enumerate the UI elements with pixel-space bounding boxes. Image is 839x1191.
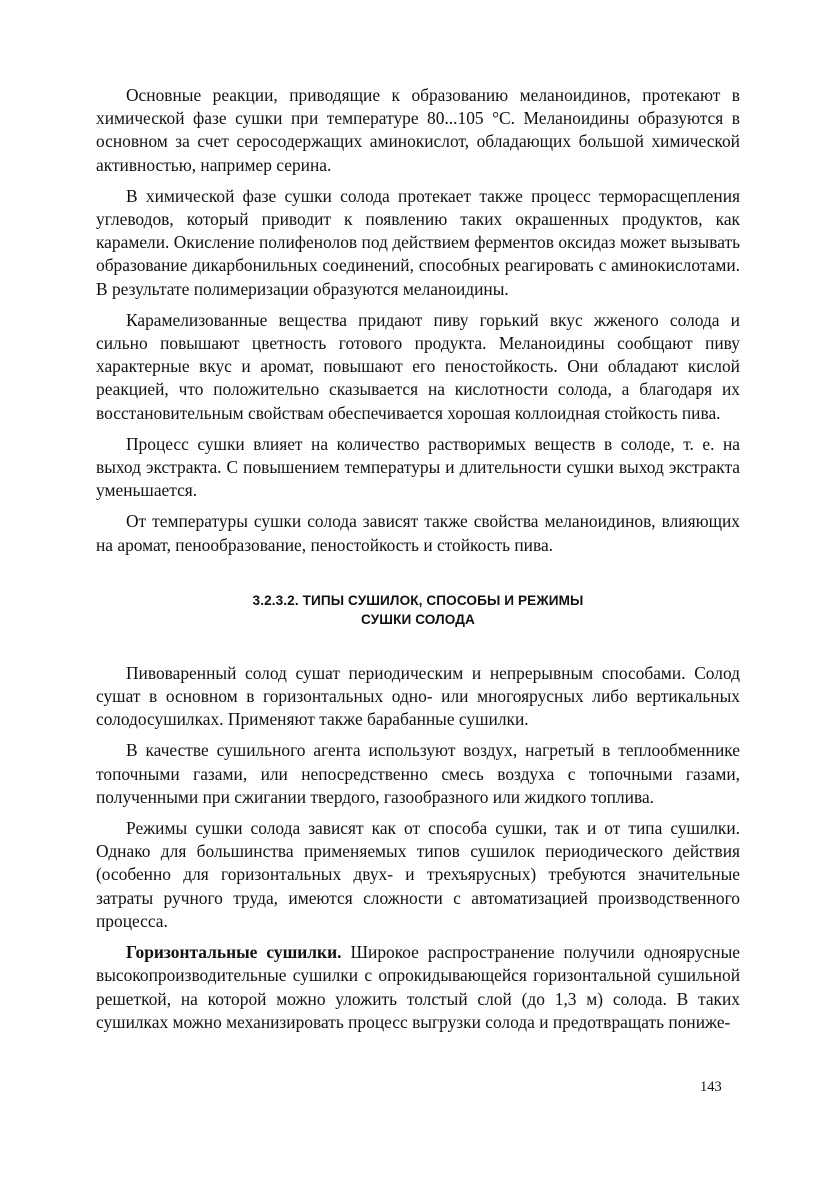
page-number: 143: [700, 1079, 722, 1095]
horizontal-dryers-text: Широкое распространение получили одноярусные высокопроизводительные сушилки с опрокидывающейся горизонтальной сушильной решеткой, на которой можно уложить толстый слой (до 1,3 м) солода. В таких сушилках можно механизировать процесс выгрузки солода и предотвращать пониже-: [96, 942, 740, 1032]
page-body: [96, 84, 740, 1042]
paragraph-caramelized-substances: Карамелизованные вещества придают пиву горький вкус жженого солода и сильно повышают цветность готового продукта. Меланоидины сообщают пиву характерные вкус и аромат, повышают его пеностойкость. Они обладают кислой реакцией, что положительно сказывается на кислотности солода, а благодаря их восстановительным свойствам обеспечивается хорошая коллоидная стойкость пива.: [96, 309, 740, 423]
paragraph-horizontal-dryers: [96, 941, 740, 1034]
paragraph-extract-yield: Процесс сушки влияет на количество растворимых веществ в солоде, т. е. на выход экстракта. С повышением температуры и длительности сушки выход экстракта уменьшается.: [96, 433, 740, 501]
section-heading-line-1: 3.2.3.2. ТИПЫ СУШИЛОК, СПОСОБЫ И РЕЖИМЫ: [252, 592, 584, 608]
paragraph-melanoidin-properties: От температуры сушки солода зависят также свойства меланоидинов, влияющих на аромат, пенообразование, пеностойкость и стойкость пива.: [96, 511, 740, 555]
horizontal-dryers-lead: Горизонтальные сушилки.: [126, 942, 342, 963]
paragraph-drying-modes: Режимы сушки солода зависят как от способа сушки, так и от типа сушилки. Однако для большинства применяемых типов сушилок периодического действия (особенно для горизонтальных двух- и трехъярусных) требуются значительные затраты ручного труда, имеются сложности с автоматизацией производственного процесса.: [96, 818, 740, 931]
section-heading: [96, 591, 740, 629]
section-heading-line-2: СУШКИ СОЛОДА: [361, 611, 475, 627]
paragraph-drying-agent: В качестве сушильного агента используют воздух, нагретый в теплообменнике топочными газами, или непосредственно смесь воздуха с топочными газами, полученными при сжигании твердого, газообразного или жидкого топлива.: [96, 740, 740, 807]
paragraph-drying-methods: Пивоваренный солод сушат периодическим и непрерывным способами. Солод сушат в основном в горизонтальных одно- или многоярусных либо вертикальных солодосушилках. Применяют также барабанные сушилки.: [96, 662, 740, 730]
paragraph-melanoidin-reactions: Основные реакции, приводящие к образованию меланоидинов, протекают в химической фазе сушки при температуре 80...105 °С. Меланоидины образуются в основном за счет серосодержащих аминокислот, обладающих большой химической активностью, например серина.: [96, 85, 740, 175]
paragraph-thermal-cleavage: В химической фазе сушки солода протекает также процесс терморасщепления углеводов, который приводит к появлению таких окрашенных продуктов, как карамели. Окисление полифенолов под действием ферментов оксидаз может вызывать образование дикарбонильных соединений, способных реагировать с аминокислотами. В результате полимеризации образуются меланоидины.: [96, 185, 740, 299]
